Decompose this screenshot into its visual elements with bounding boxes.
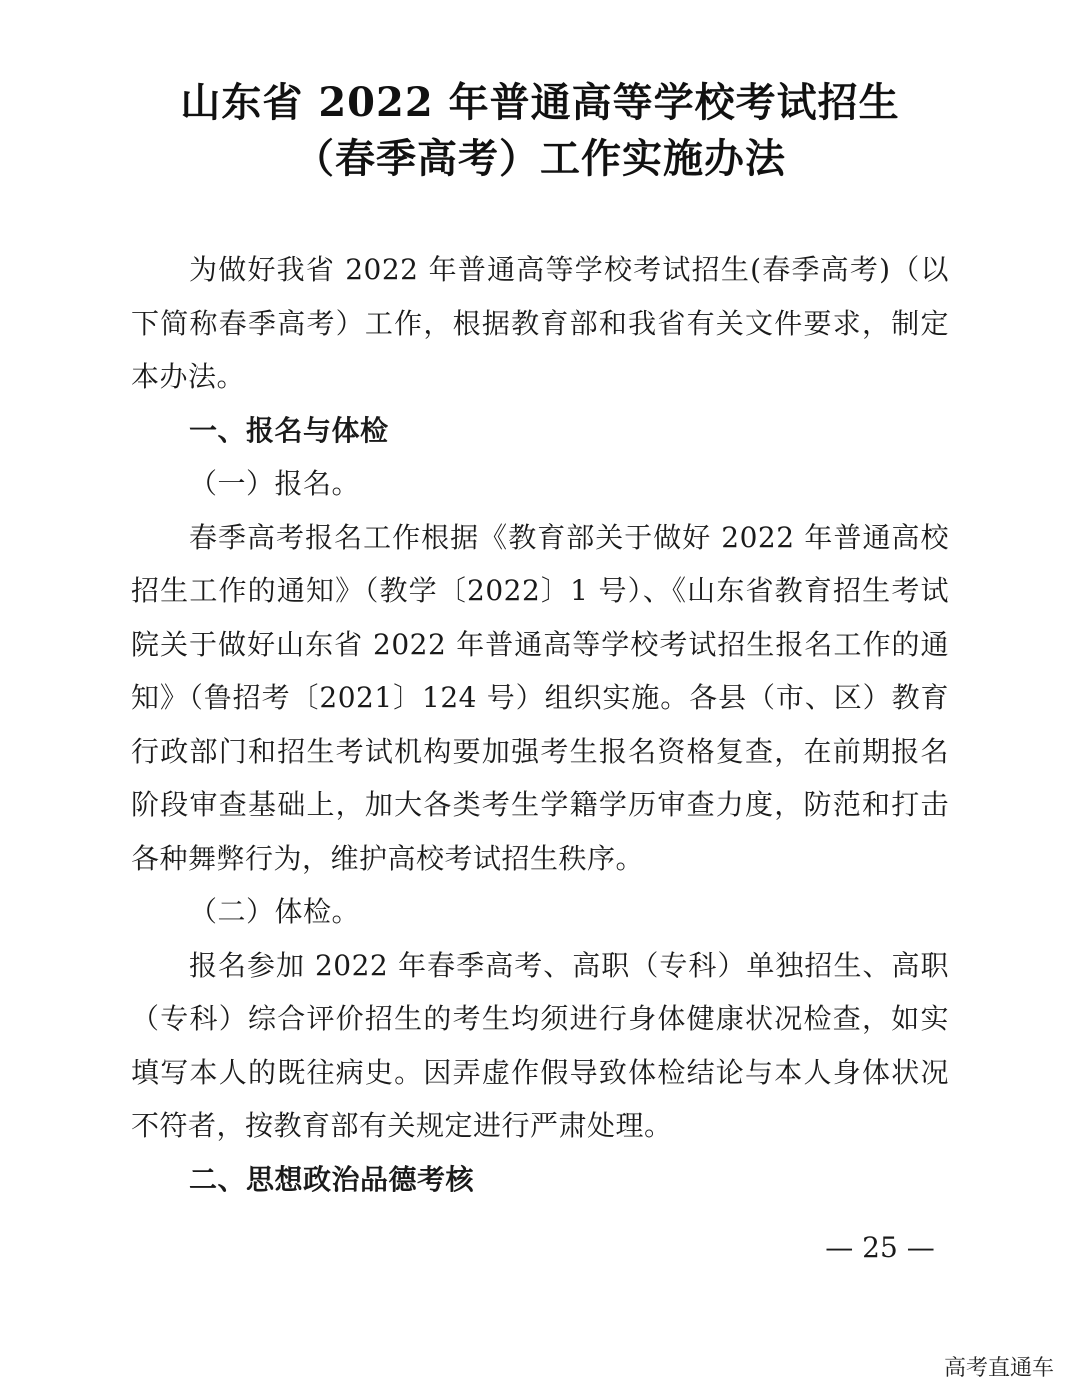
section-2-heading: 二、思想政治品德考核 [189, 1162, 475, 1196]
page-number: — 25 — [825, 1231, 935, 1264]
document-body [131, 243, 949, 1206]
section-1-sub-2-text: 报名参加 2022 年春季高考、高职（专科）单独招生、高职（专科）综合评价招生的考生均须进行身体健康状况检查，如实填写本人的既往病史。因弄虚作假导致体检结论与本人身体状况不符者，按教育部有关规定进行严肃处理。 [131, 948, 949, 1142]
source-watermark: 高考直通车 [943, 1356, 1054, 1381]
intro-paragraph: 为做好我省 2022 年普通高等学校考试招生(春季高考)（以下简称春季高考）工作，根据教育部和我省有关文件要求，制定本办法。 [131, 253, 949, 393]
section-1-sub-1-text: 春季高考报名工作根据《教育部关于做好 2022 年普通高校招生工作的通知》（教学〔2022〕1 号）、《山东省教育招生考试院关于做好山东省 2022 年普通高等学校考试招生报名工作的通知》（鲁招考〔2021〕124 号）组织实施。各县（市、区）教育行政部门和招生考试机构要加强考生报名资格复查，在前期报名阶段审查基础上，加大各类考生学籍学历审查力度，防范和打击各种舞弊行为，维护高校考试招生秩序。 [131, 520, 949, 875]
document-title-line-1: 山东省 2022 年普通高等学校考试招生 [180, 79, 900, 126]
section-1-heading: 一、报名与体检 [189, 413, 389, 447]
section-1-sub-2-heading: （二）体检。 [189, 895, 361, 928]
document-title-line-2: （春季高考）工作实施办法 [294, 135, 786, 182]
section-1-sub-1-heading: （一）报名。 [189, 467, 361, 500]
